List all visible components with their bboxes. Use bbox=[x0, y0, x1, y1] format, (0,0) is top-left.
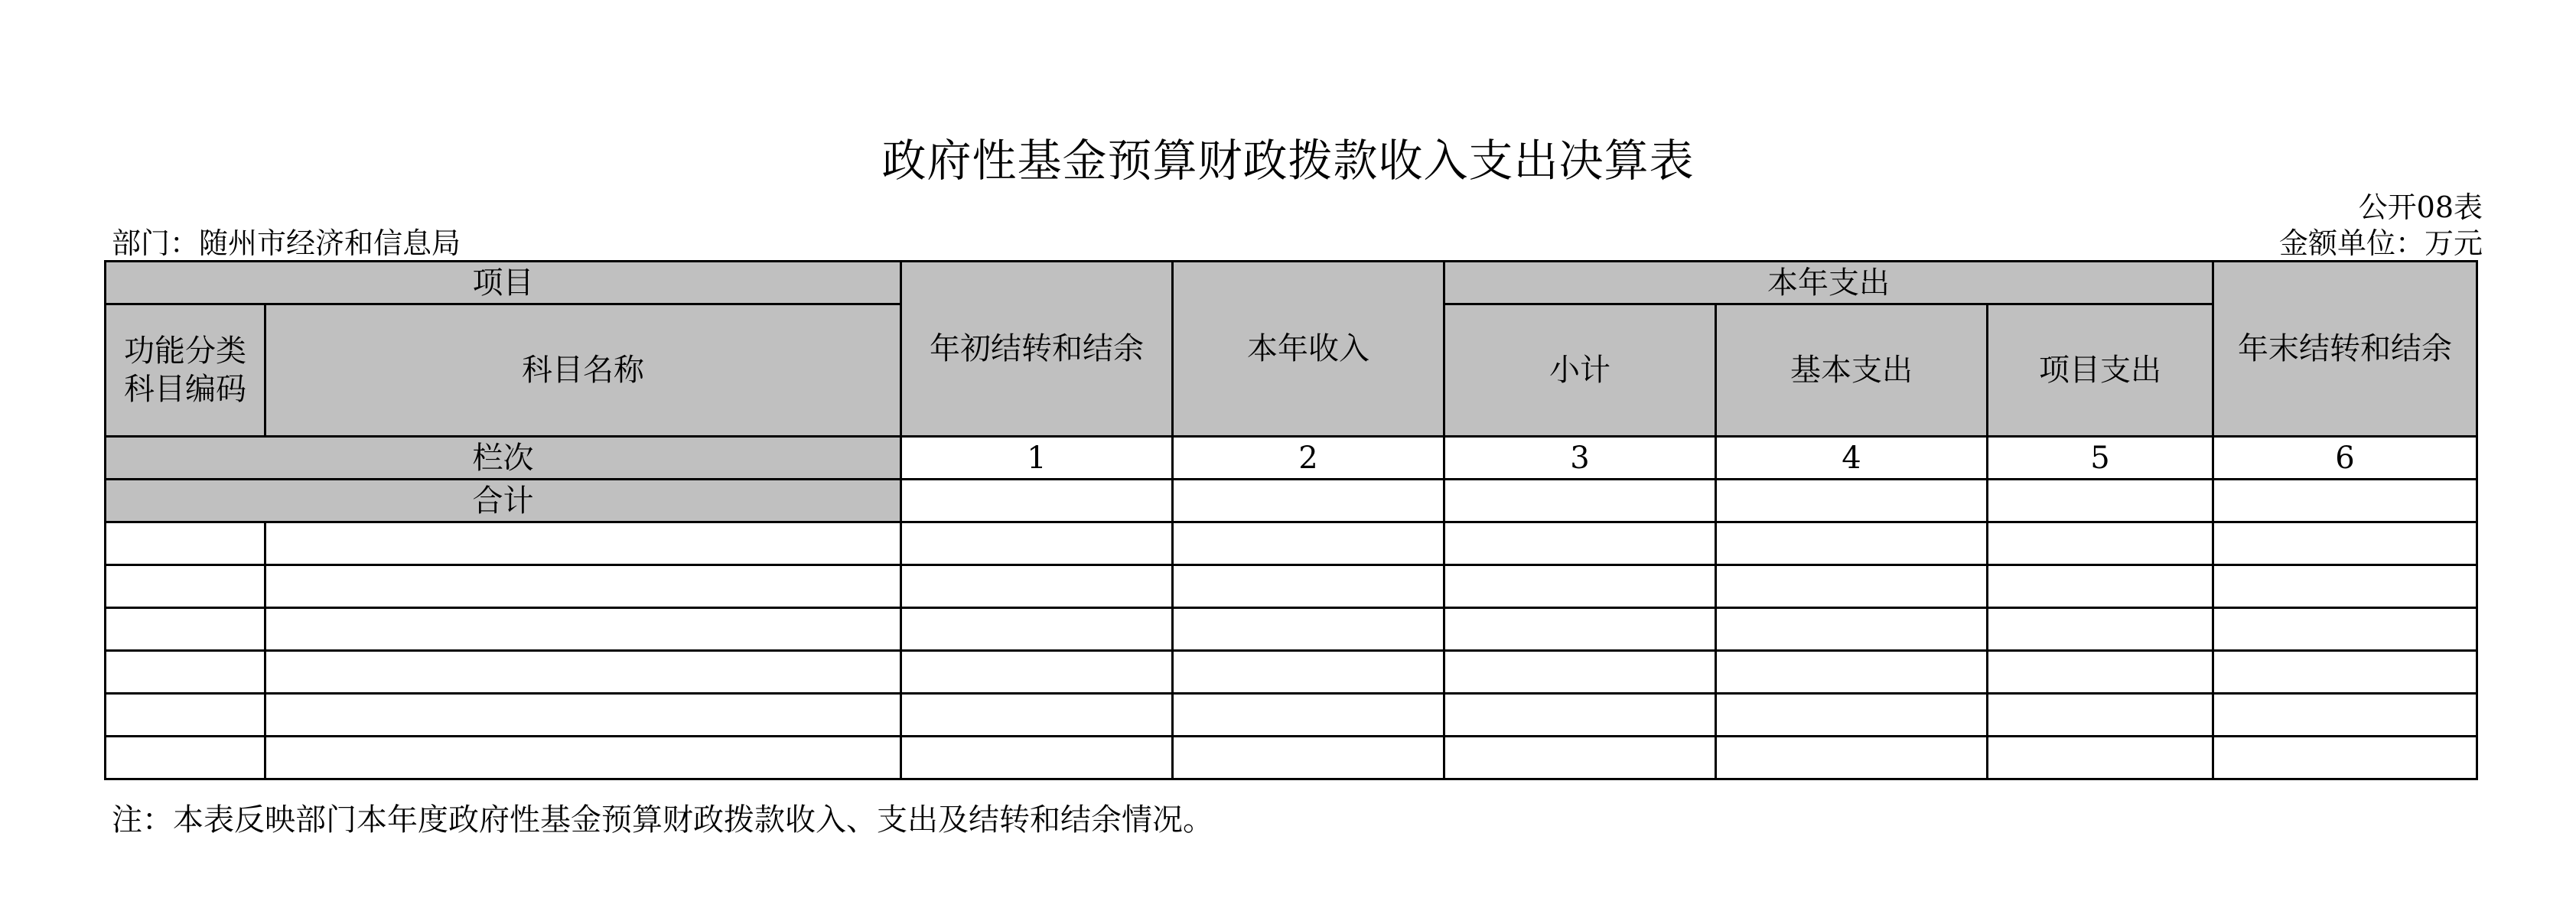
table-row bbox=[106, 608, 2477, 651]
table-cell bbox=[1988, 565, 2213, 608]
table-cell bbox=[1716, 737, 1988, 779]
header-project-expense: 项目支出 bbox=[1988, 304, 2213, 437]
header-subject-name: 科目名称 bbox=[265, 304, 901, 437]
page-title: 政府性基金预算财政拨款收入支出决算表 bbox=[881, 135, 1695, 187]
table-cell bbox=[1988, 694, 2213, 737]
footnote: 注：本表反映部门本年度政府性基金预算财政拨款收入、支出及结转和结余情况。 bbox=[112, 802, 1213, 838]
table-row bbox=[106, 651, 2477, 694]
column-index-2: 2 bbox=[1173, 437, 1444, 480]
header-func-code bbox=[106, 304, 265, 437]
table-cell bbox=[1173, 737, 1444, 779]
table-cell bbox=[265, 565, 901, 608]
table-cell bbox=[901, 522, 1173, 565]
table-row bbox=[106, 565, 2477, 608]
header-subtotal: 小计 bbox=[1444, 304, 1716, 437]
table-cell bbox=[901, 608, 1173, 651]
column-index-label: 栏次 bbox=[106, 437, 901, 480]
table-cell bbox=[1716, 651, 1988, 694]
table-cell bbox=[2213, 608, 2477, 651]
settlement-table bbox=[104, 260, 2478, 780]
table-cell bbox=[2213, 694, 2477, 737]
table-row bbox=[106, 522, 2477, 565]
header-opening-balance: 年初结转和结余 bbox=[901, 262, 1173, 437]
header-basic-expense: 基本支出 bbox=[1716, 304, 1988, 437]
table-cell bbox=[106, 737, 265, 779]
table-cell bbox=[2213, 565, 2477, 608]
table-cell bbox=[1173, 694, 1444, 737]
table-cell bbox=[1444, 522, 1716, 565]
table-cell bbox=[1988, 522, 2213, 565]
table-cell bbox=[106, 651, 265, 694]
table-cell bbox=[1988, 737, 2213, 779]
form-number: 公开08表 bbox=[2358, 190, 2483, 224]
table-cell bbox=[265, 694, 901, 737]
table-cell bbox=[1173, 522, 1444, 565]
table-cell bbox=[1716, 565, 1988, 608]
table-cell bbox=[2213, 651, 2477, 694]
total-cell bbox=[1444, 480, 1716, 522]
table-cell bbox=[1444, 694, 1716, 737]
table-cell bbox=[106, 608, 265, 651]
header-row-1 bbox=[106, 262, 2477, 304]
amount-unit-label: 金额单位：万元 bbox=[2278, 226, 2483, 260]
table-cell bbox=[901, 737, 1173, 779]
column-index-row bbox=[106, 437, 2477, 480]
total-label: 合计 bbox=[106, 480, 901, 522]
department-label: 部门：随州市经济和信息局 bbox=[112, 226, 461, 260]
table-row bbox=[106, 694, 2477, 737]
table-cell bbox=[1173, 608, 1444, 651]
total-cell bbox=[1988, 480, 2213, 522]
table-cell bbox=[1173, 565, 1444, 608]
column-index-5: 5 bbox=[1988, 437, 2213, 480]
total-cell bbox=[1716, 480, 1988, 522]
total-cell bbox=[901, 480, 1173, 522]
column-index-1: 1 bbox=[901, 437, 1173, 480]
table-cell bbox=[1716, 694, 1988, 737]
table-cell bbox=[106, 694, 265, 737]
header-annual-expense: 本年支出 bbox=[1444, 262, 2213, 304]
table-cell bbox=[2213, 522, 2477, 565]
table-cell bbox=[2213, 737, 2477, 779]
table-cell bbox=[265, 608, 901, 651]
table-cell bbox=[1444, 565, 1716, 608]
total-row bbox=[106, 480, 2477, 522]
table-cell bbox=[901, 565, 1173, 608]
table-cell bbox=[901, 651, 1173, 694]
table-cell bbox=[1444, 737, 1716, 779]
table-cell bbox=[1444, 651, 1716, 694]
table-cell bbox=[1716, 522, 1988, 565]
total-cell bbox=[1173, 480, 1444, 522]
table-cell bbox=[1716, 608, 1988, 651]
column-index-3: 3 bbox=[1444, 437, 1716, 480]
header-annual-income: 本年收入 bbox=[1173, 262, 1444, 437]
column-index-6: 6 bbox=[2213, 437, 2477, 480]
header-closing-balance: 年末结转和结余 bbox=[2213, 262, 2477, 437]
column-index-4: 4 bbox=[1716, 437, 1988, 480]
table-row bbox=[106, 737, 2477, 779]
table-cell bbox=[901, 694, 1173, 737]
table-cell bbox=[106, 522, 265, 565]
total-cell bbox=[2213, 480, 2477, 522]
header-func-code-text: 功能分类科目编码 bbox=[124, 333, 246, 407]
table-cell bbox=[1173, 651, 1444, 694]
table-cell bbox=[1988, 651, 2213, 694]
table-cell bbox=[1988, 608, 2213, 651]
table-cell bbox=[265, 737, 901, 779]
table-cell bbox=[1444, 608, 1716, 651]
table-cell bbox=[265, 651, 901, 694]
table-cell bbox=[106, 565, 265, 608]
header-item: 项目 bbox=[106, 262, 901, 304]
table-cell bbox=[265, 522, 901, 565]
